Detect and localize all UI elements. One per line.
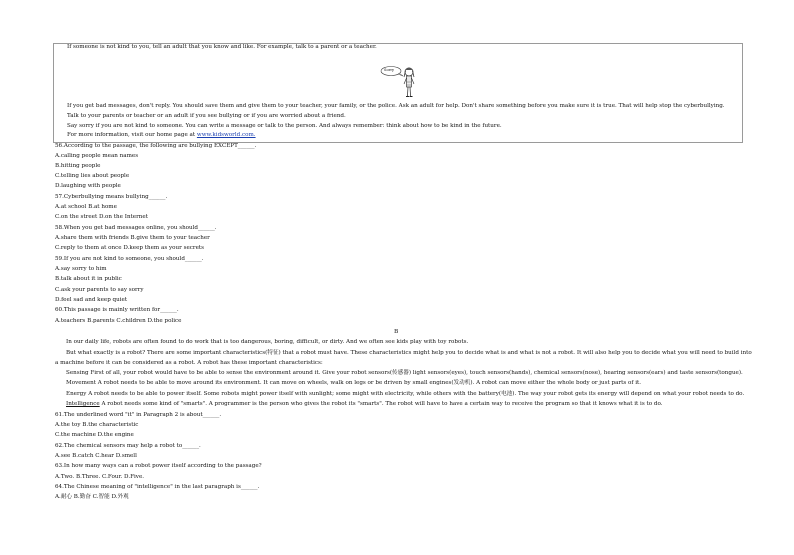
question-line: 60.This passage is mainly written for______. xyxy=(55,307,179,313)
passage-paragraph: Sensing First of all, your robot would have to be able to sense the environment around it. Give your robot sensors(传感器) light sensors(eyes), touch sensors(hands), chemical sensors(nose), hearing sensors(ears) and taste sensors(tongue). xyxy=(66,370,743,376)
question-line: 58.When you get bad messages online, you should______. xyxy=(55,225,217,231)
question-line: 64.The Chinese meaning of "intelligence" in the last paragraph is______. xyxy=(55,484,260,490)
question-line: 57.Cyberbullying means bullying______. xyxy=(55,194,168,200)
question-line: A.Two. B.Three. C.Four. D.Five. xyxy=(55,474,145,480)
question-line: A.耐心 B.勤奋 C.智能 D.外观 xyxy=(55,494,129,500)
question-line: C.telling lies about people xyxy=(55,173,130,179)
passage-paragraph: In our daily life, robots are often found to do work that is too dangerous, boring, difficult, or dirty. And we often see kids play with toy robots. xyxy=(66,339,469,345)
box-line-1: If someone is not kind to you, tell an adult that you know and like. For example, talk to a parent or a teacher. xyxy=(67,44,377,50)
girl-illustration xyxy=(378,63,426,103)
box-line-4: Say sorry if you are not kind to someone. You can write a message or talk to the person. And always remember: think about how to be kind in the future. xyxy=(67,123,502,129)
intelligence-underlined: Intelligence xyxy=(66,401,100,407)
question-line: C.the machine D.the engine xyxy=(55,432,134,438)
question-line: B.hitting people xyxy=(55,163,101,169)
passage-paragraph: But what exactly is a robot? There are some important characteristics(特征) that a robot must have. These characteristics might help you to decide what is and what is not a robot. It will also help you to decide what you will need to build into xyxy=(66,350,752,356)
question-line: B.talk about it in public xyxy=(55,276,122,282)
box-line-2: If you get bad messages, don't reply. You should save them and give them to your teacher, your family, or the police. Ask an adult for help. Don't share something before you make sure it is true. That will help stop the cyberbullying. xyxy=(67,103,725,109)
box-line-5 xyxy=(67,132,256,139)
question-line: D.feel sad and keep quiet xyxy=(55,297,128,303)
question-line: A.see B.catch C.hear D.smell xyxy=(55,453,137,459)
question-line: A.say sorry to him xyxy=(55,266,107,272)
question-line: D.laughing with people xyxy=(55,183,121,189)
question-line: 56.According to the passage, the following are bullying EXCEPT______. xyxy=(55,143,257,149)
box-line-3: Talk to your parents or teacher or an adult if you see bullying or if you are worried about a friend. xyxy=(67,113,346,119)
intelligence-text: A robot needs some kind of "smarts". A programmer is the person who gives the robot its "smarts". The robot will have to have a certain way to receive the program so that it knows what it is to do. xyxy=(99,401,663,407)
home-page-link[interactable]: www.kidsworld.com. xyxy=(196,132,256,138)
question-line: 61.The underlined word "it" in Paragraph 2 is about______. xyxy=(55,412,222,418)
question-line: C.reply to them at once D.keep them as your secrets xyxy=(55,245,204,251)
home-page-prefix: For more information, visit our home page at xyxy=(67,132,197,138)
passage-paragraph: Energy A robot needs to be able to power itself. Some robots might power itself with sunlight; some might with electricity, while others with the battery(电池). The way your robot gets its energy will depend on what your robot needs to do. xyxy=(66,391,745,397)
sorry-bubble-text: Sorry xyxy=(384,68,395,72)
question-line: 62.The chemical sensors may help a robot to______. xyxy=(55,443,201,449)
question-line: C.on the street D.on the Internet xyxy=(55,214,148,220)
question-line: A.teachers B.parents C.children D.the police xyxy=(55,318,182,324)
passage-paragraph-continued: a machine before it can be considered as a robot. A robot has these important characteristics: xyxy=(55,360,323,366)
section-heading: B xyxy=(394,329,399,335)
question-line: 63.In how many ways can a robot power itself according to the passage? xyxy=(55,463,262,469)
question-line: A.calling people mean names xyxy=(55,153,139,159)
question-line: 59.If you are not kind to someone, you should______. xyxy=(55,256,204,262)
question-line: A.share them with friends B.give them to your teacher xyxy=(55,235,210,241)
question-line: A.the toy B.the characteristic xyxy=(55,422,139,428)
question-line: A.at school B.at home xyxy=(55,204,117,210)
question-line: C.ask your parents to say sorry xyxy=(55,287,144,293)
passage-paragraph xyxy=(66,401,663,408)
passage-paragraph: Movement A robot needs to be able to move around its environment. It can move on wheels, walk on legs or be driven by small engines(发动机). A robot can move either the whole body or just parts of it. xyxy=(66,380,642,386)
